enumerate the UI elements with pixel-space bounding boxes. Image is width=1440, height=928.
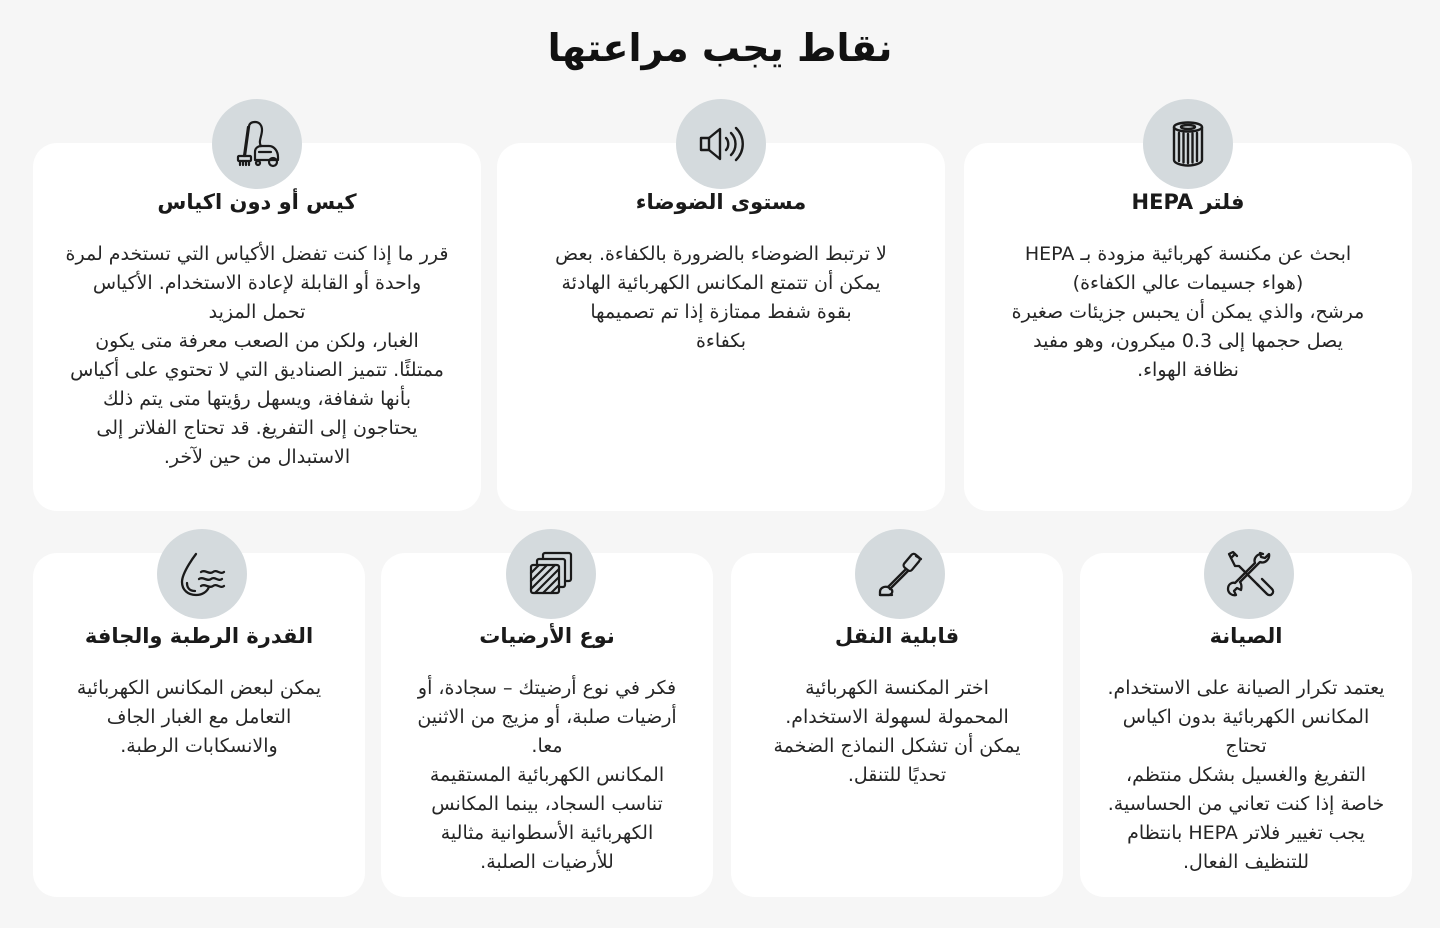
card-wetdry-title: القدرة الرطبة والجافة <box>84 624 314 648</box>
stick-vacuum-icon <box>855 529 945 619</box>
card-bags-body: قرر ما إذا كنت تفضل الأكياس التي تستخدم لمرة واحدة أو القابلة لإعادة الاستخدام. الأكياس تحمل المزيد الغبار، ولكن من الصعب معرفة متى يكون ممتلئًا. تتميز الصناديق التي لا تحتوي على أكياس بأنها شفافة، ويسهل رؤيتها متى يتم ذلك يحتاجون إلى التفريغ. قد تحتاج الفلاتر إلى الاستبدال من حين لآخر. <box>65 243 449 468</box>
card-portability-title: قابلية النقل <box>834 624 960 648</box>
water-drop-icon <box>157 529 247 619</box>
card-hepa-title: فلتر HEPA <box>1131 190 1245 214</box>
canister-vacuum-icon <box>212 99 302 189</box>
card-floors-title: نوع الأرضيات <box>479 624 615 648</box>
hepa-filter-icon <box>1143 99 1233 189</box>
card-maintenance-title: الصيانة <box>1209 624 1283 648</box>
speaker-icon <box>676 99 766 189</box>
card-bags-title: كيس أو دون اكياس <box>157 190 357 214</box>
card-noise-title: مستوى الضوضاء <box>635 190 807 214</box>
card-hepa-body: ابحث عن مكنسة كهربائية مزودة بـ HEPA (هواء جسيمات عالي الكفاءة) مرشح، والذي يمكن أن يحبس جزيئات صغيرة يصل حجمها إلى 0.3 ميكرون، وهو مفيد نظافة الهواء. <box>1011 243 1365 381</box>
tools-icon <box>1204 529 1294 619</box>
card-wetdry-body: يمكن لبعض المكانس الكهربائية التعامل مع الغبار الجاف والانسكابات الرطبة. <box>76 677 322 757</box>
card-noise-body: لا ترتبط الضوضاء بالضرورة بالكفاءة. بعض يمكن أن تتمتع المكانس الكهربائية الهادئة بقوة شفط ممتازة إذا تم تصميمها بكفاءة <box>555 243 887 352</box>
floor-tiles-icon <box>506 529 596 619</box>
card-portability-body: اختر المكنسة الكهربائية المحمولة لسهولة الاستخدام. يمكن أن تشكل النماذج الضخمة تحديًا للتنقل. <box>773 677 1021 786</box>
card-maintenance-body: يعتمد تكرار الصيانة على الاستخدام. المكانس الكهربائية بدون اكياس تحتاج التفريغ والغسيل بشكل منتظم، خاصة إذا كنت تعاني من الحساسية. يجب تغيير فلاتر HEPA بانتظام للتنظيف الفعال. <box>1107 677 1385 873</box>
page-title: نقاط يجب مراعتها <box>547 26 893 70</box>
card-floors-body: فكر في نوع أرضيتك – سجادة، أو أرضيات صلبة، أو مزيج من الاثنين معا. المكانس الكهربائية المستقيمة تناسب السجاد، بينما المكانس الكهربائية الأسطوانية مثالية للأرضيات الصلبة. <box>417 677 677 873</box>
